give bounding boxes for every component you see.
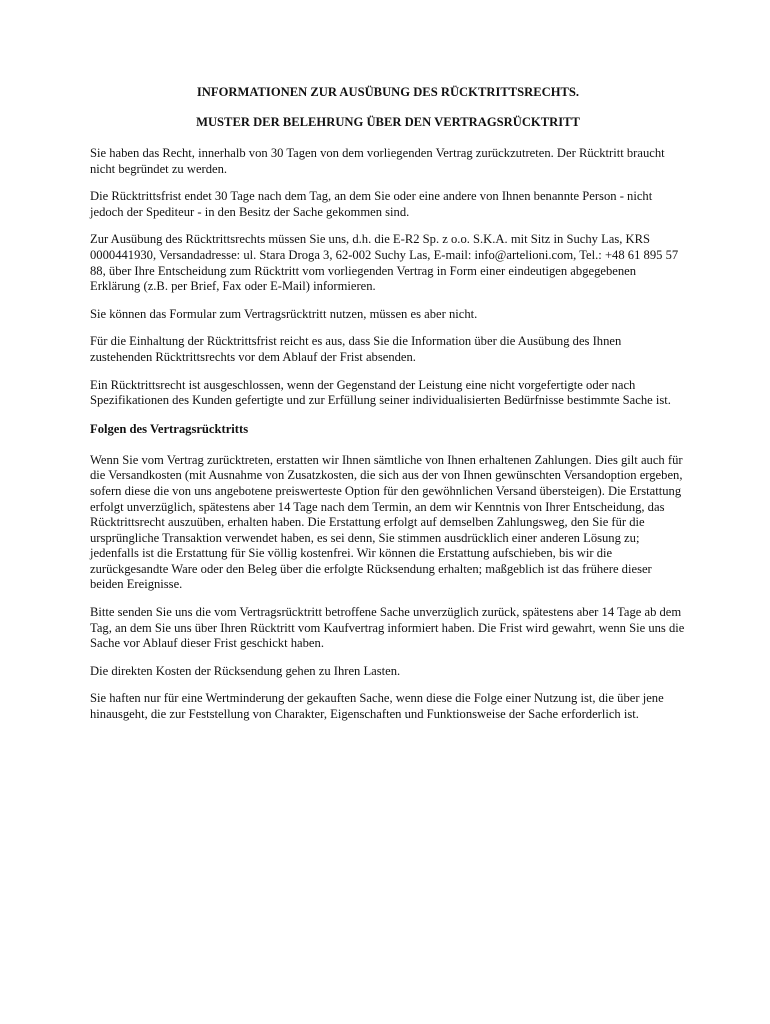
paragraph-exercise-right: Zur Ausübung des Rücktrittsrechts müssen Sie uns, d.h. die E-R2 Sp. z o.o. S.K.A. mit Sitz in Suchy Las, KRS 0000441930, Versandadresse: ul. Stara Droga 3, 62-002 Suchy Las, E-mail: info@artelioni.com, Tel.: +48 61 895 57 88, über Ihre Entscheidung zum Rücktritt vom vorliegenden Vertrag in Form einer eindeutigen abgegebenen Erklärung (z.B. per Brief, Fax oder E-Mail) informieren. bbox=[90, 232, 679, 294]
paragraph-exclusion: Ein Rücktrittsrecht ist ausgeschlossen, wenn der Gegenstand der Leistung eine nicht vorgefertigte oder nach Spezifikationen des Kunden gefertigte und zur Erfüllung seiner individualisierten Bedürfnisse bestimmte Sache ist. bbox=[90, 377, 671, 408]
paragraph-refund: Wenn Sie vom Vertrag zurücktreten, erstatten wir Ihnen sämtliche von Ihnen erhaltenen Zahlungen. Dies gilt auch für die Versandkosten (mit Ausnahme von Zusatzkosten, die sich aus der von Ihnen gewünschten Versandoption ergeben, sofern diese die von uns angebotene preiswerteste Option für den gewöhnlichen Versand übersteigen). Die Erstattung erfolgt unverzüglich, spätestens aber 14 Tage nach dem Termin, an dem wir Kenntnis von Ihrer Entscheidung, das Rücktrittsrecht auszuüben, erhalten haben. Die Erstattung erfolgt auf demselben Zahlungsweg, den Sie für die ursprüngliche Transaktion verwendet haben, es sei denn, Sie stimmen ausdrücklich einer anderen Lösung zu; jedenfalls ist die Erstattung für Sie völlig kostenfrei. Wir können die Erstattung aufschieben, bis wir die zurückgesandte Ware oder den Beleg über die erfolgte Rücksendung erhalten; maßgeblich ist das frühere dieser beiden Ereignisse. bbox=[90, 452, 683, 592]
paragraph-form-usage: Sie können das Formular zum Vertragsrücktritt nutzen, müssen es aber nicht. bbox=[90, 306, 478, 321]
paragraph-liability: Sie haften nur für eine Wertminderung der gekauften Sache, wenn diese die Folge einer Nutzung ist, die über jene hinausgeht, die zur Feststellung von Charakter, Eigenschaften und Funktionsweise der Sache erforderlich ist. bbox=[90, 691, 664, 722]
paragraph-return-costs: Die direkten Kosten der Rücksendung gehen zu Ihren Lasten. bbox=[90, 663, 401, 678]
document-title: INFORMATIONEN ZUR AUSÜBUNG DES RÜCKTRITTSRECHTS. bbox=[196, 85, 580, 99]
document-page bbox=[90, 84, 686, 735]
document-subtitle: MUSTER DER BELEHRUNG ÜBER DEN VERTRAGSRÜCKTRITT bbox=[196, 115, 580, 129]
paragraph-withdrawal-period: Die Rücktrittsfrist endet 30 Tage nach dem Tag, an dem Sie oder eine andere von Ihnen benannte Person - nicht jedoch der Spediteur - in den Besitz der Sache gekommen sind. bbox=[90, 189, 653, 219]
section-heading-consequences: Folgen des Vertragsrücktritts bbox=[90, 421, 249, 436]
paragraph-deadline-compliance: Für die Einhaltung der Rücktrittsfrist reicht es aus, dass Sie die Information über die Ausübung des Ihnen zustehenden Rücktrittsrechts vor dem Ablauf der Frist absenden. bbox=[90, 334, 622, 364]
paragraph-right-of-withdrawal: Sie haben das Recht, innerhalb von 30 Tagen von dem vorliegenden Vertrag zurückzutreten. Der Rücktritt braucht nicht begründet zu werden. bbox=[90, 146, 665, 176]
paragraph-return-goods: Bitte senden Sie uns die vom Vertragsrücktritt betroffene Sache unverzüglich zurück, spätestens aber 14 Tage ab dem Tag, an dem Sie uns über Ihren Rücktritt vom Kaufvertrag informiert haben. Die Frist wird gewahrt, wenn Sie uns die Sache vor Ablauf dieser Frist geschickt haben. bbox=[90, 605, 685, 651]
